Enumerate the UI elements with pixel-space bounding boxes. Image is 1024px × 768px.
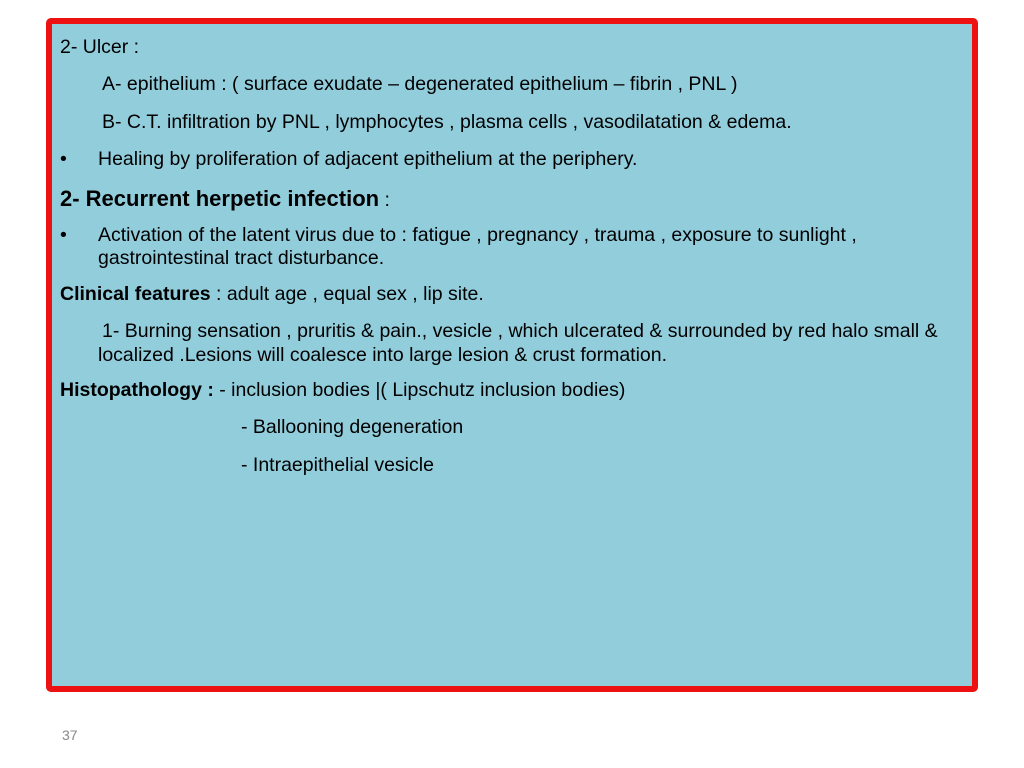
- recurrent-heading-colon: :: [379, 188, 390, 211]
- burning-line: [60, 320, 966, 367]
- histopathology-label: Histopathology :: [60, 378, 220, 401]
- histopathology-line: [60, 379, 966, 402]
- page-number: 37: [62, 727, 78, 743]
- healing-bullet-item: [60, 148, 966, 171]
- healing-text: Healing by proliferation of adjacent epithelium at the periphery.: [98, 148, 638, 171]
- content-box: [46, 18, 978, 692]
- ulcer-heading: [60, 36, 966, 59]
- recurrent-heading: [60, 186, 966, 212]
- ulcer-ct-line: [60, 111, 966, 134]
- ulcer-epithelium-line: [60, 73, 966, 96]
- activation-text: Activation of the latent virus due to : fatigue , pregnancy , trauma , exposure to sunlight , gastrointestinal tract disturbance.: [98, 223, 857, 270]
- ulcer-heading-text: 2- Ulcer :: [60, 36, 140, 58]
- intraepithelial-line: [60, 454, 966, 477]
- clinical-features-text: : adult age , equal sex , lip site.: [210, 282, 484, 305]
- ballooning-text: - Ballooning degeneration: [241, 416, 464, 439]
- ulcer-ct-text: B- C.T. infiltration by PNL , lymphocytes , plasma cells , vasodilatation & edema.: [102, 110, 792, 133]
- ulcer-epithelium-text: A- epithelium : ( surface exudate – degenerated epithelium – fibrin , PNL ): [102, 73, 738, 96]
- ballooning-line: [60, 416, 966, 439]
- bullet-icon: •: [60, 148, 67, 171]
- bullet-icon: •: [60, 223, 67, 246]
- clinical-features-label: Clinical features: [60, 282, 211, 305]
- slide-content: [60, 36, 966, 491]
- intraepithelial-text: - Intraepithelial vesicle: [241, 453, 434, 476]
- burning-text: 1- Burning sensation , pruritis & pain., vesicle , which ulcerated & surrounded by red halo small & localized .Lesions will coalesce into large lesion & crust formation.: [98, 320, 938, 366]
- histopathology-text: - inclusion bodies |( Lipschutz inclusion bodies): [219, 378, 626, 401]
- activation-bullet-item: [60, 224, 966, 271]
- recurrent-heading-text: 2- Recurrent herpetic infection: [60, 185, 380, 211]
- clinical-features-line: [60, 283, 966, 306]
